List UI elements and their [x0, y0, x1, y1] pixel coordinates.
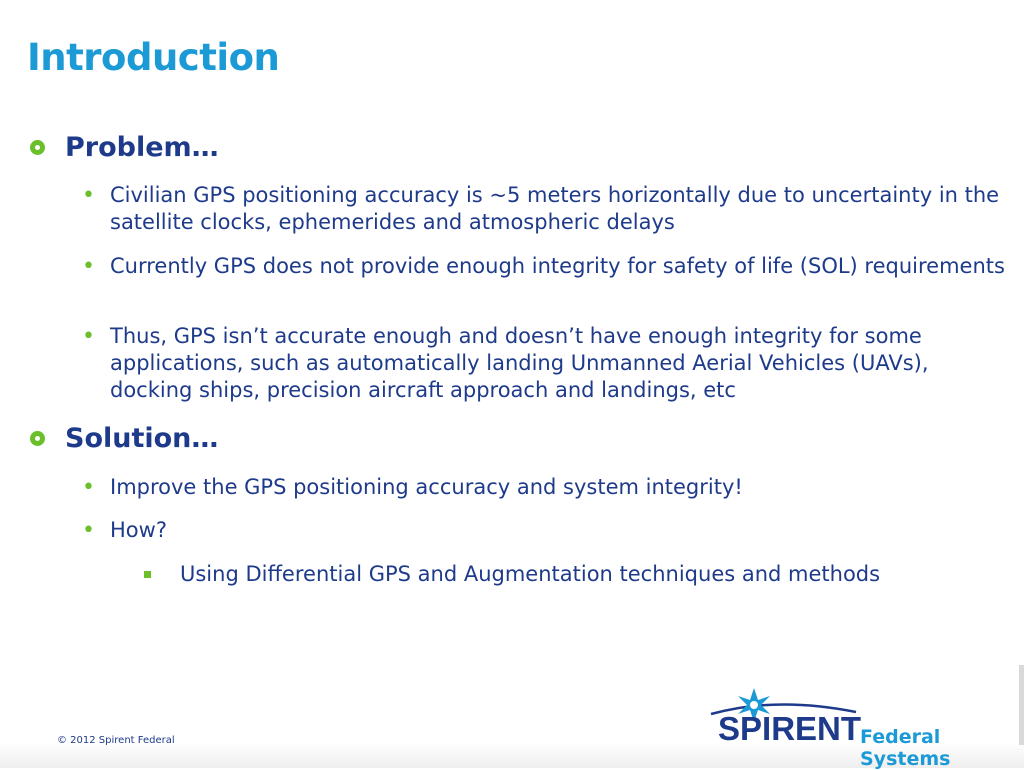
slide-title: Introduction — [27, 36, 280, 79]
dot-bullet-icon: • — [82, 254, 95, 279]
circle-bullet-icon — [30, 431, 45, 446]
list-item-text: Thus, GPS isn’t accurate enough and doesn’t have enough integrity for some applications, such as automatically landing Unmanned Aerial Vehicles (UAVs), docking ships, precision aircraft approach and landings, etc — [110, 324, 929, 402]
list-item — [82, 323, 1012, 404]
circle-bullet-icon — [30, 140, 45, 155]
dot-bullet-icon: • — [82, 183, 95, 208]
section-heading-label: Solution… — [65, 423, 219, 454]
list-item — [82, 253, 1012, 280]
section-heading-solution — [30, 423, 218, 454]
section-heading-label: Problem… — [65, 132, 219, 163]
sub-list-item-text: Using Differential GPS and Augmentation techniques and methods — [180, 562, 881, 586]
list-item — [82, 517, 1012, 544]
list-item-text: Currently GPS does not provide enough integrity for safety of life (SOL) requirements — [110, 254, 1005, 278]
logo-wordmark: SPIRENT — [718, 710, 862, 747]
sub-list-item — [144, 561, 880, 588]
list-item — [82, 182, 1012, 236]
copyright-text: © 2012 Spirent Federal — [57, 735, 175, 746]
list-item-text: How? — [110, 518, 167, 542]
list-item-text: Improve the GPS positioning accuracy and system integrity! — [110, 475, 743, 499]
spirent-logo — [706, 684, 1016, 770]
list-item-text: Civilian GPS positioning accuracy is ~5 meters horizontally due to uncertainty in the satellite clocks, ephemerides and atmospheric delays — [110, 183, 1000, 234]
square-bullet-icon — [144, 571, 151, 578]
section-heading-problem — [30, 132, 219, 163]
dot-bullet-icon: • — [82, 324, 95, 349]
dot-bullet-icon: • — [82, 518, 95, 543]
logo-subtitle: Federal Systems — [860, 726, 951, 770]
edge-divider — [1019, 665, 1024, 745]
dot-bullet-icon: • — [82, 475, 95, 500]
list-item — [82, 474, 1012, 501]
